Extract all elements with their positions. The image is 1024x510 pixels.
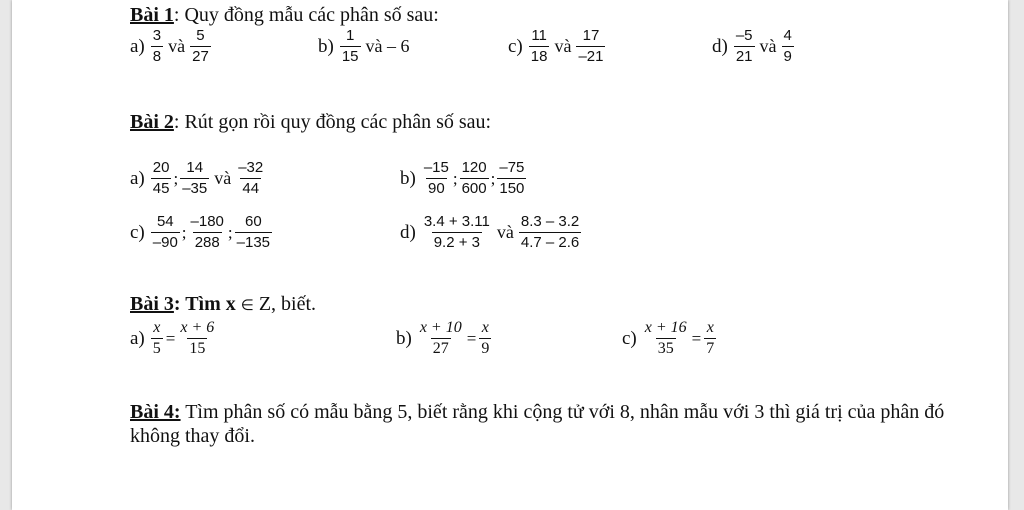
exercise-1d xyxy=(712,28,794,65)
denominator: 44 xyxy=(242,180,260,197)
denominator: 27 xyxy=(432,340,449,357)
numerator: –75 xyxy=(499,159,525,176)
numerator: 14 xyxy=(186,159,204,176)
exercise-4-text: Tìm phân số có mẫu bằng 5, biết rằng khi cộng tử với 8, nhân mẫu với 3 thì giá trị của phân đó không thay đổi. xyxy=(130,401,945,447)
denominator: 9.2 + 3 xyxy=(433,234,480,251)
exercise-3c xyxy=(622,320,716,357)
numerator: 1 xyxy=(346,27,355,44)
denominator: 15 xyxy=(341,48,359,65)
denominator: –35 xyxy=(182,180,208,197)
exercise-1-instruction: : Quy đồng mẫu các phân số sau: xyxy=(173,4,439,26)
exercise-4-number: Bài 4: xyxy=(130,401,181,423)
denominator: –135 xyxy=(236,234,271,251)
item-label: d) xyxy=(400,221,416,243)
item-label: a) xyxy=(130,167,145,189)
conjunction: và xyxy=(554,36,572,56)
exercise-1-title xyxy=(130,3,439,27)
equals-sign: = xyxy=(165,328,176,348)
numerator: 5 xyxy=(196,27,205,44)
fraction xyxy=(178,320,216,357)
fraction xyxy=(236,160,265,197)
exercise-2a xyxy=(130,160,265,197)
exercise-4 xyxy=(130,400,950,448)
exercise-2d xyxy=(400,214,581,251)
item-label: c) xyxy=(622,327,637,349)
fraction xyxy=(460,160,489,197)
conjunction: và xyxy=(496,222,514,242)
item-label: c) xyxy=(130,221,145,243)
exercise-3b xyxy=(396,320,491,357)
numerator: x xyxy=(706,319,714,336)
denominator: –90 xyxy=(152,234,178,251)
fraction xyxy=(151,28,163,65)
separator: ; xyxy=(181,222,187,242)
exercise-2b xyxy=(400,160,526,197)
numerator: 4 xyxy=(783,27,792,44)
item-label: d) xyxy=(712,35,728,57)
exercise-2-instruction: : Rút gọn rồi quy đồng các phân số sau: xyxy=(173,111,492,133)
fraction xyxy=(190,28,211,65)
numerator: 60 xyxy=(244,213,262,230)
numerator: –15 xyxy=(423,159,449,176)
separator: ; xyxy=(490,168,496,188)
exercise-3-instruction: Z, biết. xyxy=(258,293,317,315)
denominator: 288 xyxy=(194,234,220,251)
exercise-2-title xyxy=(130,110,491,134)
equals-sign: = xyxy=(691,328,702,348)
exercise-3-number: Bài 3 xyxy=(130,293,174,315)
numerator: 8.3 – 3.2 xyxy=(520,213,580,230)
item-label: a) xyxy=(130,35,145,57)
numerator: x xyxy=(481,319,489,336)
separator: ; xyxy=(452,168,458,188)
separator: ; xyxy=(173,168,179,188)
fraction xyxy=(479,320,491,357)
conjunction: và xyxy=(168,36,186,56)
item-label: b) xyxy=(396,327,412,349)
fraction xyxy=(235,214,272,251)
denominator: 15 xyxy=(189,340,206,357)
conjunction: và xyxy=(214,168,232,188)
fraction xyxy=(189,214,226,251)
numerator: –32 xyxy=(238,159,264,176)
exercise-3-find: : Tìm xyxy=(173,293,221,315)
fraction xyxy=(576,28,605,65)
denominator: 8 xyxy=(152,48,162,65)
numerator: 11 xyxy=(531,27,547,44)
exercise-3a xyxy=(130,320,216,357)
fraction xyxy=(519,214,581,251)
numerator: –5 xyxy=(735,27,753,44)
exercise-1-number: Bài 1 xyxy=(130,4,174,26)
denominator: 7 xyxy=(706,340,715,357)
fraction xyxy=(151,160,172,197)
denominator: 35 xyxy=(657,340,674,357)
denominator: 150 xyxy=(499,180,525,197)
numerator: x + 6 xyxy=(180,319,215,336)
fraction xyxy=(151,214,180,251)
fraction xyxy=(422,160,451,197)
document-page xyxy=(12,0,1008,510)
element-of-symbol: ∈ xyxy=(240,298,254,314)
item-label: c) xyxy=(508,35,523,57)
denominator: 18 xyxy=(530,48,548,65)
numerator: 54 xyxy=(156,213,174,230)
variable-x: x xyxy=(225,293,236,315)
denominator: –21 xyxy=(578,48,604,65)
conjunction-value: và – 6 xyxy=(365,36,410,56)
exercise-1c xyxy=(508,28,605,65)
denominator: 21 xyxy=(735,48,753,65)
exercise-2c xyxy=(130,214,272,251)
fraction xyxy=(340,28,361,65)
fraction xyxy=(418,320,464,357)
numerator: 3.4 + 3.11 xyxy=(423,213,490,230)
separator: ; xyxy=(227,222,233,242)
numerator: x xyxy=(153,319,161,336)
denominator: 9 xyxy=(481,340,490,357)
fraction xyxy=(151,320,163,357)
numerator: 3 xyxy=(152,27,162,44)
denominator: 4.7 – 2.6 xyxy=(520,234,580,251)
fraction xyxy=(704,320,716,357)
fraction xyxy=(422,214,492,251)
denominator: 600 xyxy=(461,180,487,197)
denominator: 90 xyxy=(428,180,445,197)
numerator: x + 16 xyxy=(644,319,687,336)
item-label: a) xyxy=(130,327,145,349)
item-label: b) xyxy=(318,35,334,57)
numerator: –180 xyxy=(190,213,224,230)
numerator: 17 xyxy=(582,27,600,44)
denominator: 45 xyxy=(152,180,170,197)
exercise-2-number: Bài 2 xyxy=(130,111,174,133)
equals-sign: = xyxy=(466,328,477,348)
conjunction: và xyxy=(759,36,777,56)
exercise-1a xyxy=(130,28,211,65)
fraction xyxy=(643,320,689,357)
fraction xyxy=(529,28,550,65)
fraction xyxy=(782,28,794,65)
numerator: x + 10 xyxy=(419,319,462,336)
fraction xyxy=(734,28,755,65)
numerator: 20 xyxy=(152,159,170,176)
numerator: 120 xyxy=(461,159,487,176)
denominator: 5 xyxy=(152,340,161,357)
item-label: b) xyxy=(400,167,416,189)
denominator: 27 xyxy=(192,48,209,65)
fraction xyxy=(497,160,526,197)
exercise-3-title xyxy=(130,292,316,318)
denominator: 9 xyxy=(783,48,792,65)
exercise-1b xyxy=(318,28,415,65)
fraction xyxy=(180,160,209,197)
